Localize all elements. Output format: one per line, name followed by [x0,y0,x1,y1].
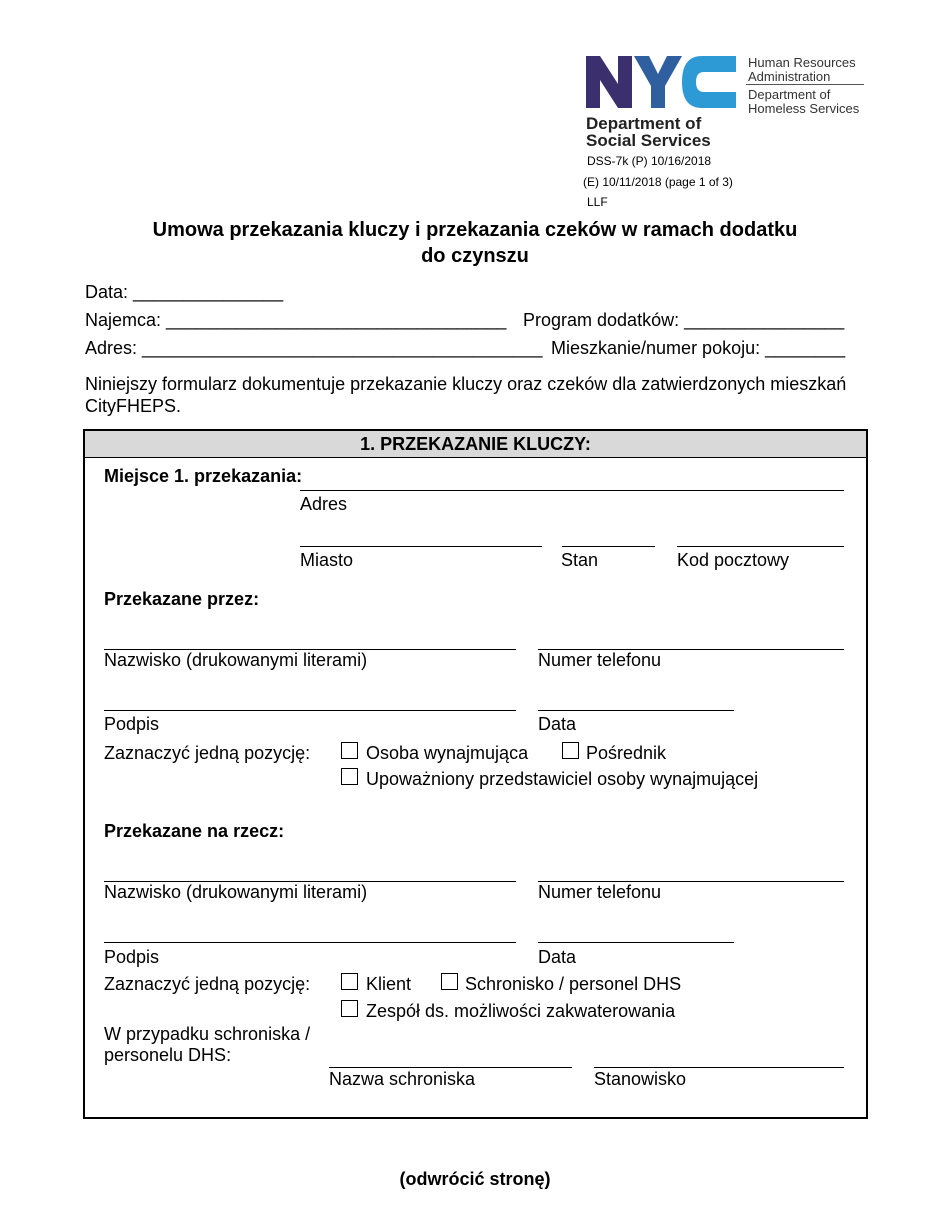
shelter-case-label-1: W przypadku schroniska / [104,1024,311,1044]
city-line[interactable] [300,546,542,547]
state-line[interactable] [562,546,655,547]
intro-line2: CityFHEPS. [85,396,182,416]
date-field[interactable]: Data: _______________ [85,282,284,302]
city-label: Miasto [300,550,354,570]
page-title-line1: Umowa przekazania kluczy i przekazania czeków w ramach dodatku [152,219,798,241]
form-code-2: (E) 10/11/2018 (page 1 of 3) [583,175,733,189]
authorized-rep-checkbox[interactable] [341,768,358,785]
dss-label: Department of Social Services [586,114,711,150]
given-to-signature-label: Podpis [104,947,160,967]
turn-page-note: (odwrócić stronę) [399,1169,551,1189]
client-option-label: Klient [366,974,412,994]
shelter-staff-option-label: Schronisko / personel DHS [465,974,682,994]
client-checkbox[interactable] [341,973,358,990]
broker-checkbox[interactable] [562,742,579,759]
address-field[interactable]: Adres: ________________________________________ [85,338,543,358]
shelter-name-label: Nazwa schroniska [329,1069,476,1089]
zip-line[interactable] [677,546,844,547]
nyc-logo [586,56,736,108]
zip-label: Kod pocztowy [677,550,790,570]
dhs-label: Department of Homeless Services [748,87,860,116]
authorized-rep-option-label: Upoważniony przedstawiciel osoby wynajmującej [366,769,759,789]
hra-label: Human Resources Administration [748,55,856,84]
form-code-1: DSS-7k (P) 10/16/2018 [587,154,712,168]
given-to-heading: Przekazane na rzecz: [104,821,285,841]
apartment-field[interactable]: Mieszkanie/numer pokoju: ________ [551,338,846,358]
location-label: Miejsce 1. przekazania: [104,466,303,486]
state-label: Stan [561,550,599,570]
form-code-3: LLF [587,195,608,209]
given-by-date-label: Data [538,714,577,734]
given-by-signature-line[interactable] [104,710,516,711]
given-by-date-line[interactable] [538,710,734,711]
landlord-option-label: Osoba wynajmująca [366,743,529,763]
given-to-signature-line[interactable] [104,942,516,943]
position-label: Stanowisko [594,1069,687,1089]
address-line[interactable] [300,490,844,491]
given-by-name-label: Nazwisko (drukowanymi literami) [104,650,368,670]
given-to-date-line[interactable] [538,942,734,943]
tenant-field[interactable]: Najemca: __________________________________ [85,310,507,330]
given-to-phone-label: Numer telefonu [538,882,662,902]
address-label: Adres [300,494,348,514]
shelter-case-label-2: personelu DHS: [104,1045,232,1065]
landlord-checkbox[interactable] [341,742,358,759]
given-by-phone-label: Numer telefonu [538,650,662,670]
logo-divider [746,84,864,85]
broker-option-label: Pośrednik [586,743,667,763]
given-to-date-label: Data [538,947,577,967]
given-to-select-label: Zaznaczyć jedną pozycję: [104,974,311,994]
shelter-staff-checkbox[interactable] [441,973,458,990]
housing-team-checkbox[interactable] [341,1000,358,1017]
given-to-name-label: Nazwisko (drukowanymi literami) [104,882,368,902]
nyc-logo-mark [586,56,736,108]
intro-line1: Niniejszy formularz dokumentuje przekazanie kluczy oraz czeków dla zatwierdzonych mieszkań [85,374,847,394]
page-title-line2: do czynszu [421,245,529,267]
position-line[interactable] [594,1067,844,1068]
program-field[interactable]: Program dodatków: ________________ [523,310,845,330]
given-by-signature-label: Podpis [104,714,160,734]
given-by-heading: Przekazane przez: [104,589,260,609]
section1-heading: 1. PRZEKAZANIE KLUCZY: [85,431,866,458]
shelter-name-line[interactable] [329,1067,572,1068]
given-by-select-label: Zaznaczyć jedną pozycję: [104,743,311,763]
housing-team-option-label: Zespół ds. możliwości zakwaterowania [366,1001,676,1021]
